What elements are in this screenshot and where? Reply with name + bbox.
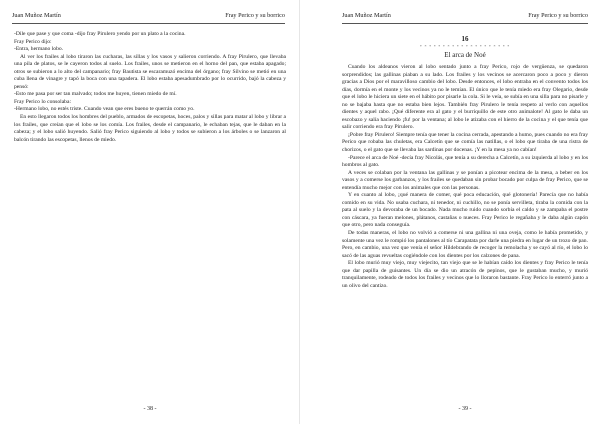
body-text xyxy=(14,31,286,144)
paragraph: En esto llegaron todos los hombres del pueblo, armados de escopetas, hoces, palos y sillas para matar al lobo y librar a los frailes, que creían que el lobo se los comía. Los frailes, desde el campanario, le echaban tejas, que le daban en la cabeza; y el lobo salió huyendo. Salió fray Perico siguiendo al lobo y todos se subieron a los árboles o se lanzaron al balcón tirando las escopetas, llenos de miedo. xyxy=(14,114,286,143)
header-author: Juan Muñoz Martín xyxy=(12,12,61,19)
paragraph: -Hermano lobo, no estés triste. Cuando vean que eres bueno te querrán como yo. xyxy=(14,106,195,113)
paragraph: Al ver los frailes al lobo tiraron las cucharas, las sillas y los vasos y salieron corriendo. A fray Pirulero, que llevaba una pila de platos, se le cayeron todos al suelo. Los frailes, unos se metieron en el horno del pan, que estaba apagado; otros se subieron a lo alto del campanario; fray Bautista se escaramuzó encima del órgano; fray Silvino se metió en una cuba llena de vinagre y tapó la boca con una tapadera. El lobo estaba apesadumbrado por lo ocurrido, bajó la cabeza y pensó: xyxy=(14,53,286,90)
paragraph: Fray Perico lo consolaba: xyxy=(14,98,72,105)
header-book-title: Fray Perico y su borrico xyxy=(225,12,285,19)
chapter-heading xyxy=(342,35,588,60)
paragraph: -Esto me pasa por ser tan malvado; todos me huyen, tienen miedo de mí. xyxy=(14,91,177,98)
paragraph: Fray Perico dijo: xyxy=(14,38,52,45)
paragraph: -Parece el arca de Noé -decía fray Nicolás, que tenía a su derecha a Calcetín, a su izquierda al lobo y en los hombros al gato. xyxy=(342,154,588,169)
paragraph: Y en cuanto al lobo, ¡qué manera de comer, qué poca educación, qué glotonería! Parecía que no había comido en su vida. No usaba cuchara, ni tenedor, ni cuchillo, no se ponía servilleta, tiraba la comida con la pata al suelo y la devoraba de un bocado. Nada mucho ruido cuando sorbía el caldo y se zampaba el postre con cáscara, ya fueran melones, plátanos, castañas o nueces. Fray Perico le regañaba y le daba algún capón que otro, pero nada conseguía. xyxy=(342,192,588,229)
running-head xyxy=(342,11,588,24)
paragraph: -Entra, hermano lobo. xyxy=(14,46,64,53)
page-number: - 39 - xyxy=(458,406,472,412)
right-page xyxy=(300,0,600,424)
paragraph: A veces se colaban por la ventana las gallinas y se ponían a picotear encima de la mesa, a beber en los vasos y a comerse los garbanzos, y los frailes se quedaban sin probar bocado por culpa de fray Perico, que se entendía mucho mejor con los animales que con las personas. xyxy=(342,169,588,191)
header-book-title: Fray Perico y su borrico xyxy=(528,12,588,19)
paragraph: -Dile que pase y que coma -dijo fray Pirulero yendo por un plato a la cocina. xyxy=(14,31,186,37)
paragraph: Cuando los aldeanos vieron al lobo sentado junto a fray Perico, rojo de vergüenza, se quedaron sorprendidos; las gallinas piaban a su lado. Los frailes y los vecinos se acercaron poco a poco y dieron gracias a Dios por el maravilloso cambio del lobo. Desde entonces, el lobo entraba en el convento todos los días, dormía en el monte y los vecinos ya no le temían. El único que le tenía miedo era fray Olegario, desde que el lobo le hiciera un siete en el hábito por pisarle la cola. Si le veía, se subía en una silla para no pisarle y no se bajaba hasta que no estaba bien lejos. También fray Pirulero le tenía respeto al verlo con aquellos dientes y aquel rabo. ¡Qué diferente era al gato y el burriquillo de este otro animalote! Al gato le daba un escobazo y salía haciendo ¡fu! por la ventana; al lobo le atizaba con el hierro de la cocina y el que tenía que salir corriendo era fray Pirulero. xyxy=(342,64,588,131)
chapter-ornament: * * * * * * * * * * * * * * * * * * * * xyxy=(419,44,511,49)
body-text xyxy=(342,64,588,290)
paragraph: El lobo murió muy viejo, muy viejecito, tan viejo que se le habían caído los dientes y fray Perico le tenía que dar papilla de guisantes. Un día se dio un atracón de pepinos, que le gustaban mucho, y murió tranquilamente, rodeado de todos los frailes y vecinos que lo lloraron bastante. Fray Perico lo enterró junto a un olivo del cantizo. xyxy=(342,260,588,289)
chapter-title: El arca de Noé xyxy=(444,51,486,59)
running-head xyxy=(12,11,285,24)
page-number: - 38 - xyxy=(143,406,157,412)
paragraph: ¡Pobre fray Pirulero! Siempre tenía que tener la cocina cerrada, apestando a humo, pues cuando no era fray Perico que robaba las chuletas, era Calcetín que se comía las natillas, o el lobo que tiraba de una ristra de chorizos, o el gato que se llevaba las sardinas por docenas. ¡Y en la mesa ya no cabían! xyxy=(342,131,588,154)
paragraph: De todas maneras, el lobo no volvió a comerse ni una gallina ni una oveja, como le había prometido, y solamente una vez le rompió los pantalones al tío Carapatata por darle una piedra en lugar de un trozo de pan. Pero, en cambio, una vez que venía el señor Hildebrando de recoger la remolacha y se cayó al río, el lobo lo sacó de las aguas revueltas cogiéndole con los dientes por los calzones de pana. xyxy=(342,230,588,259)
header-author: Juan Muñoz Martín xyxy=(342,12,391,19)
chapter-number: 16 xyxy=(461,35,469,43)
